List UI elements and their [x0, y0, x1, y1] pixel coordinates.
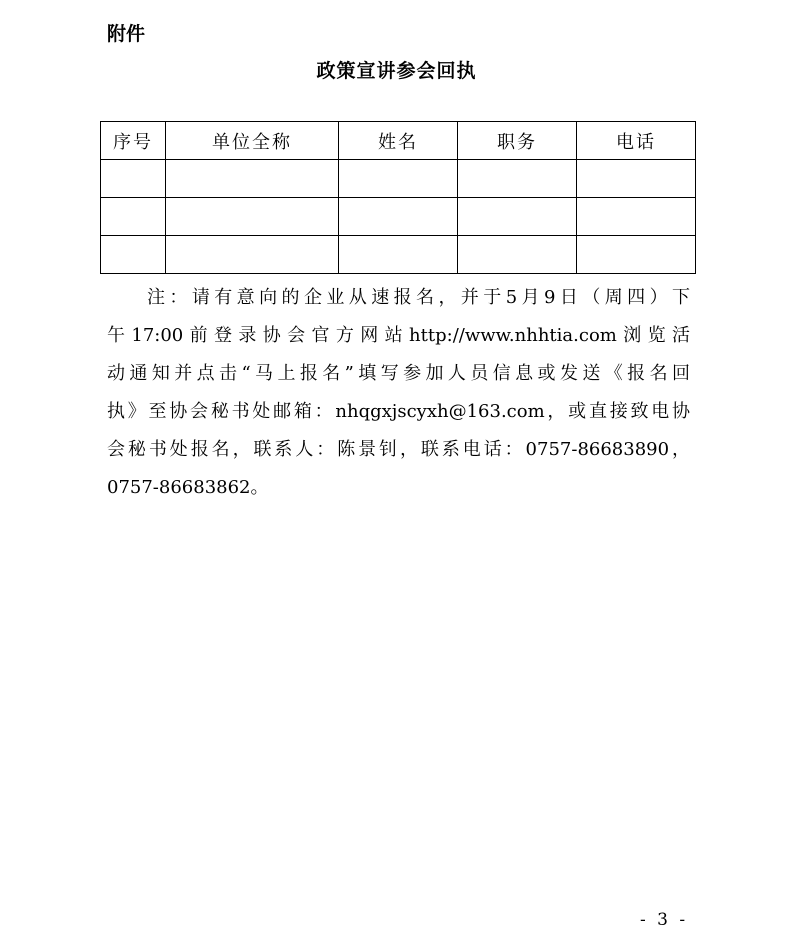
table-cell: [339, 198, 458, 236]
header-phone: 电话: [577, 122, 696, 160]
note-line: 注：请有意向的企业从速报名，并于5月9日（周四）下: [147, 287, 690, 308]
table-cell: [577, 198, 696, 236]
table-cell: [458, 160, 577, 198]
note-paragraph: [107, 281, 690, 509]
table-row: [101, 160, 696, 198]
table-row: [101, 198, 696, 236]
note-line: 0757-86683862。: [107, 477, 269, 498]
note-line: 会秘书处报名，联系人：陈景钊，联系电话：0757-86683890，: [107, 439, 690, 460]
attachment-label: 附件: [107, 23, 146, 45]
table-cell: [101, 236, 166, 274]
header-company: 单位全称: [166, 122, 339, 160]
header-serial: 序号: [101, 122, 166, 160]
header-name: 姓名: [339, 122, 458, 160]
header-position: 职务: [458, 122, 577, 160]
table-cell: [458, 198, 577, 236]
table-cell: [166, 236, 339, 274]
table-cell: [577, 160, 696, 198]
note-line: 动通知并点击“马上报名”填写参加人员信息或发送《报名回: [107, 363, 690, 384]
reply-form-table: [100, 121, 696, 274]
table-cell: [166, 198, 339, 236]
table-cell: [458, 236, 577, 274]
table-cell: [339, 236, 458, 274]
table-cell: [339, 160, 458, 198]
table-header-row: [101, 122, 696, 160]
note-line: 执》至协会秘书处邮箱：nhqgxjscyxh@163.com，或直接致电协: [107, 401, 690, 422]
table-cell: [101, 198, 166, 236]
page-number: - 3 -: [640, 910, 689, 930]
note-line: 午17:00前登录协会官方网站http://www.nhhtia.com浏览活: [107, 325, 690, 346]
table-row: [101, 236, 696, 274]
page-title: 政策宣讲参会回执: [316, 60, 477, 82]
table-cell: [101, 160, 166, 198]
table-cell: [577, 236, 696, 274]
table-cell: [166, 160, 339, 198]
